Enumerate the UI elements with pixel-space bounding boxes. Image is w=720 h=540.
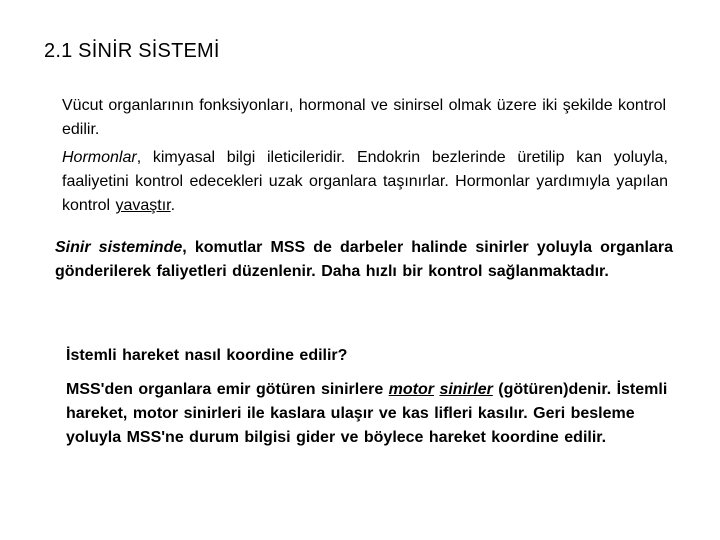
motor-text-end: (götüren)denir. İstemli hareket, motor sinirleri ile kaslara ulaşır ve kas lifleri kasılır. Geri besleme yoluyla MSS'ne durum bilgisi gider ve böylece hareket koordine edilir. (66, 381, 668, 446)
nervous-system-text: , komutlar MSS de darbeler halinde sinirler yoluyla organlara gönderilerek faliyetleri düzenlenir. Daha hızlı bir kontrol sağlanmaktadır. (55, 239, 674, 280)
motor-underlined: motor (388, 381, 434, 398)
question-heading: İstemli hareket nasıl koordine edilir? (66, 347, 348, 364)
intro-paragraph: Vücut organlarının fonksiyonları, hormonal ve sinirsel olmak üzere iki şekilde kontrol edilir. (62, 97, 667, 138)
page-title: 2.1 SİNİR SİSTEMİ (44, 40, 220, 62)
hormones-paragraph (62, 146, 668, 218)
motor-text: MSS'den organlara emir götüren sinirlere (66, 381, 389, 398)
hormones-text: , kimyasal bilgi ileticileridir. Endokrin bezlerinde üretilip kan yoluyla, faaliyetini kontrol edecekleri uzak organlara taşınırlar. Hormonlar yardımıyla yapılan kontrol (62, 149, 668, 214)
nervous-system-term: Sinir sisteminde (55, 239, 183, 256)
motor-nerves-paragraph (66, 378, 686, 450)
nerves-underlined: sinirler (439, 381, 493, 398)
hormones-text-end: . (170, 197, 176, 214)
slow-underlined: yavaştır (115, 197, 171, 214)
hormones-term: Hormonlar (62, 149, 137, 166)
nervous-system-paragraph (55, 236, 673, 284)
